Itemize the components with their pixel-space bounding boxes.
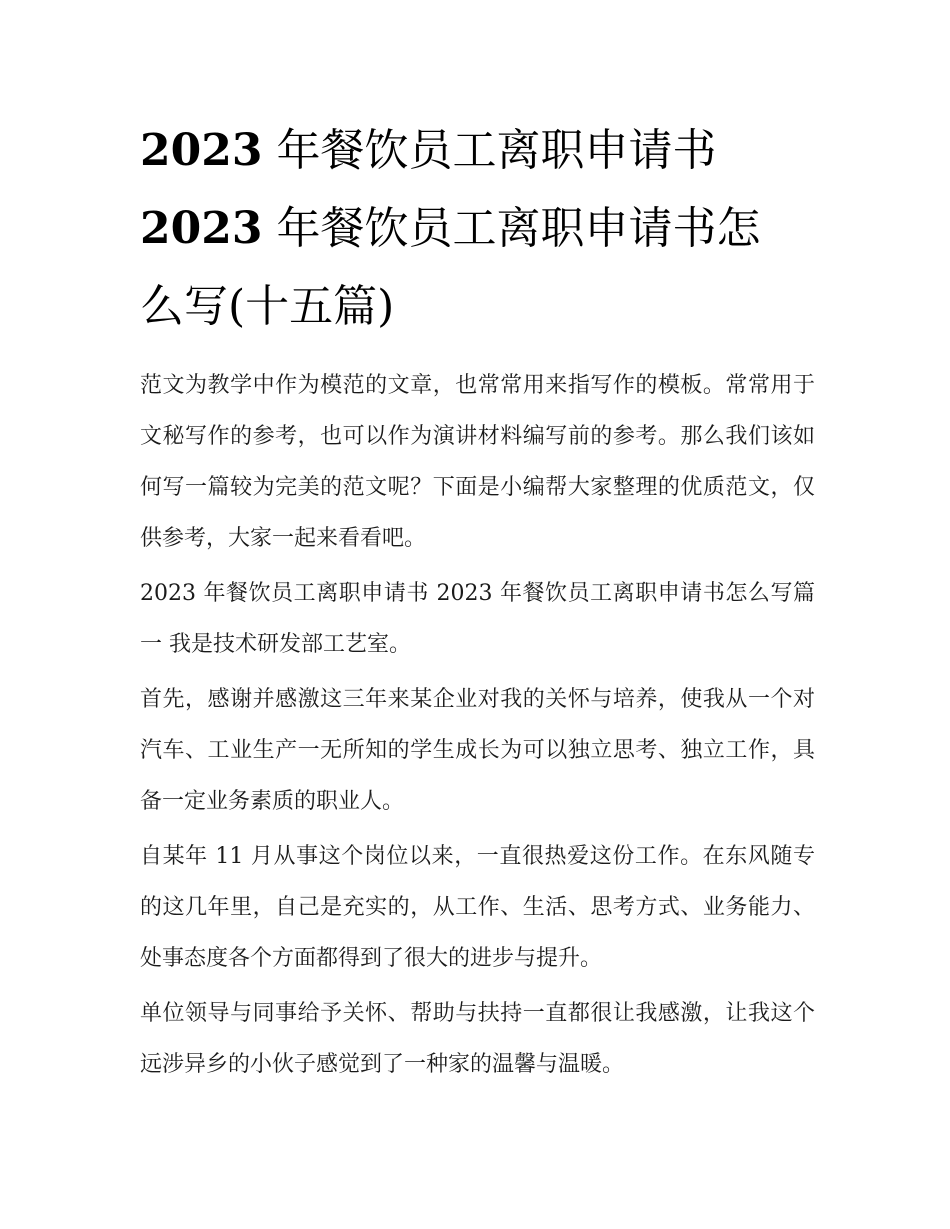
paragraph: 首先，感谢并感激这三年来某企业对我的关怀与培养，使我从一个对汽车、工业生产一无所知的学生成长为可以独立思考、独立工作，具备一定业务素质的职业人。	[140, 687, 815, 814]
title-line-2	[140, 190, 815, 268]
document-content	[140, 112, 815, 1094]
intro-paragraph: 范文为教学中作为模范的文章，也常常用来指写作的模板。常常用于文秘写作的参考，也可以作为演讲材料编写前的参考。那么我们该如何写一篇较为完美的范文呢？下面是小编帮大家整理的优质范文，仅供参考，大家一起来看看吧。	[140, 373, 815, 551]
title-text: 年餐饮员工离职申请书	[262, 125, 717, 176]
paragraph: 2023 年餐饮员工离职申请书 2023 年餐饮员工离职申请书怎么写篇一 我是技术研发部工艺室。	[140, 581, 815, 657]
title-text: 么写(十五篇)	[140, 281, 395, 332]
title-year: 2023	[140, 125, 263, 176]
document-body	[140, 360, 815, 1090]
paragraph: 自某年 11 月从事这个岗位以来，一直很热爱这份工作。在东风随专的这几年里，自己是充实的，从工作、生活、思考方式、业务能力、处事态度各个方面都得到了很大的进步与提升。	[140, 844, 815, 971]
document-title	[140, 112, 815, 346]
title-line-1	[140, 112, 815, 190]
title-year: 2023	[140, 203, 263, 254]
paragraph: 单位领导与同事给予关怀、帮助与扶持一直都很让我感激，让我这个远涉异乡的小伙子感觉到了一种家的温馨与温暖。	[140, 1001, 815, 1077]
title-text: 年餐饮员工离职申请书怎	[262, 203, 761, 254]
title-line-3	[140, 268, 815, 346]
